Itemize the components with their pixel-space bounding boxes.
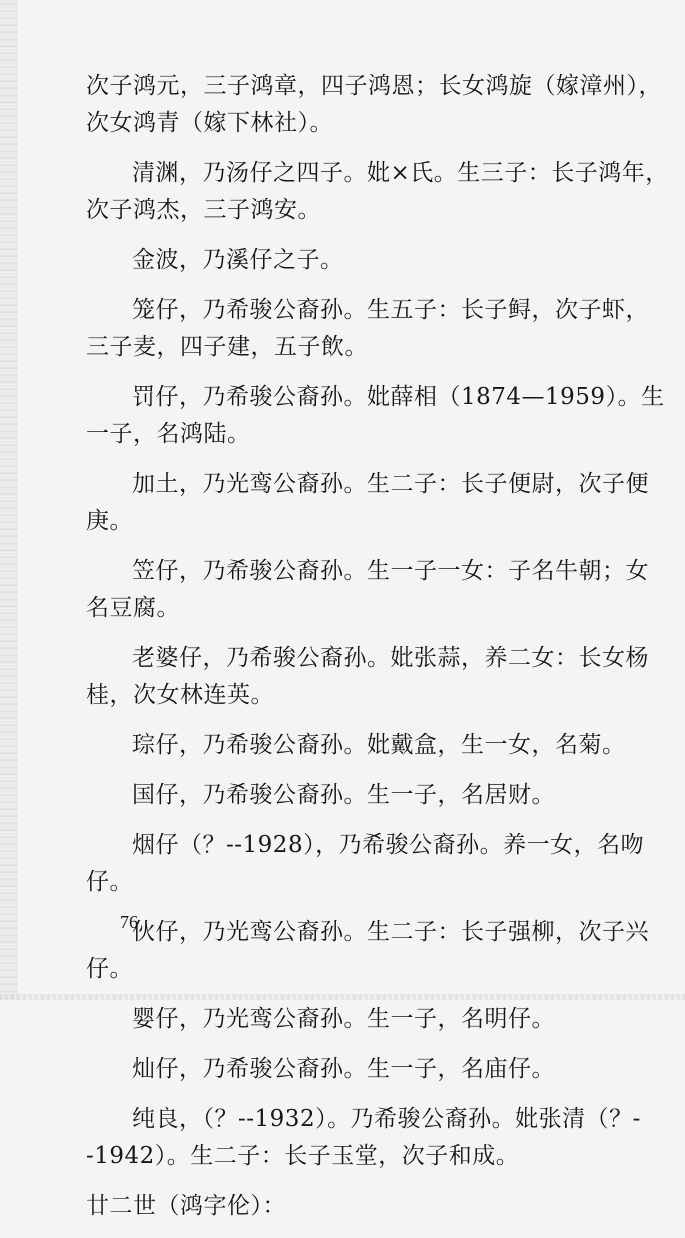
paragraph-4: 笼仔，乃希骏公裔孙。生五子：长子鲟，次子虾，三子麦，四子建，五子飲。: [86, 297, 649, 360]
paragraph-8: 老婆仔，乃希骏公裔孙。妣张蒜，养二女：长女杨桂，次女林连英。: [86, 645, 649, 708]
section-heading: 廿二世（鸿字伦）：: [86, 1193, 286, 1219]
paragraph-5: 罚仔，乃希骏公裔孙。妣薛相（1874—1959）。生一子，名鸿陆。: [86, 384, 665, 447]
paragraph-11: 烟仔（？--1928），乃希骏公裔孙。养一女，名吻仔。: [86, 832, 645, 895]
paragraph-7: 笠仔，乃希骏公裔孙。生一子一女：子名牛朝；女名豆腐。: [86, 558, 649, 621]
scan-left-edge: [0, 0, 18, 1000]
page-number: 76: [120, 912, 138, 932]
paragraph-13: 婴仔，乃光鸾公裔孙。生一子，名明仔。: [132, 1006, 555, 1032]
paragraph-6: 加土，乃光鸾公裔孙。生二子：长子便尉，次子便庚。: [86, 471, 649, 534]
paragraph-12: 伙仔，乃光鸾公裔孙。生二子：长子强柳，次子兴仔。: [86, 919, 649, 982]
paragraph-14: 灿仔，乃希骏公裔孙。生一子，名庙仔。: [132, 1056, 555, 1082]
paragraph-10: 国仔，乃希骏公裔孙。生一子，名居财。: [132, 782, 555, 808]
paragraph-15: 纯良，（？--1932）。乃希骏公裔孙。妣张清（？--1942）。生二子：长子玉堂，次子和成。: [86, 1106, 641, 1169]
paragraph-9: 琮仔，乃希骏公裔孙。妣戴盒，生一女，名菊。: [132, 732, 626, 758]
paragraph-2: 清渊，乃汤仔之四子。妣×氏。生三子：长子鸿年，次子鸿杰，三子鸿安。: [86, 160, 669, 223]
paragraph-3: 金波，乃溪仔之子。: [132, 247, 344, 273]
paragraph-1: 次子鸿元，三子鸿章，四子鸿恩；长女鸿旋（嫁漳州），次女鸿青（嫁下林社）。: [86, 73, 662, 136]
page-body: [86, 68, 672, 1238]
